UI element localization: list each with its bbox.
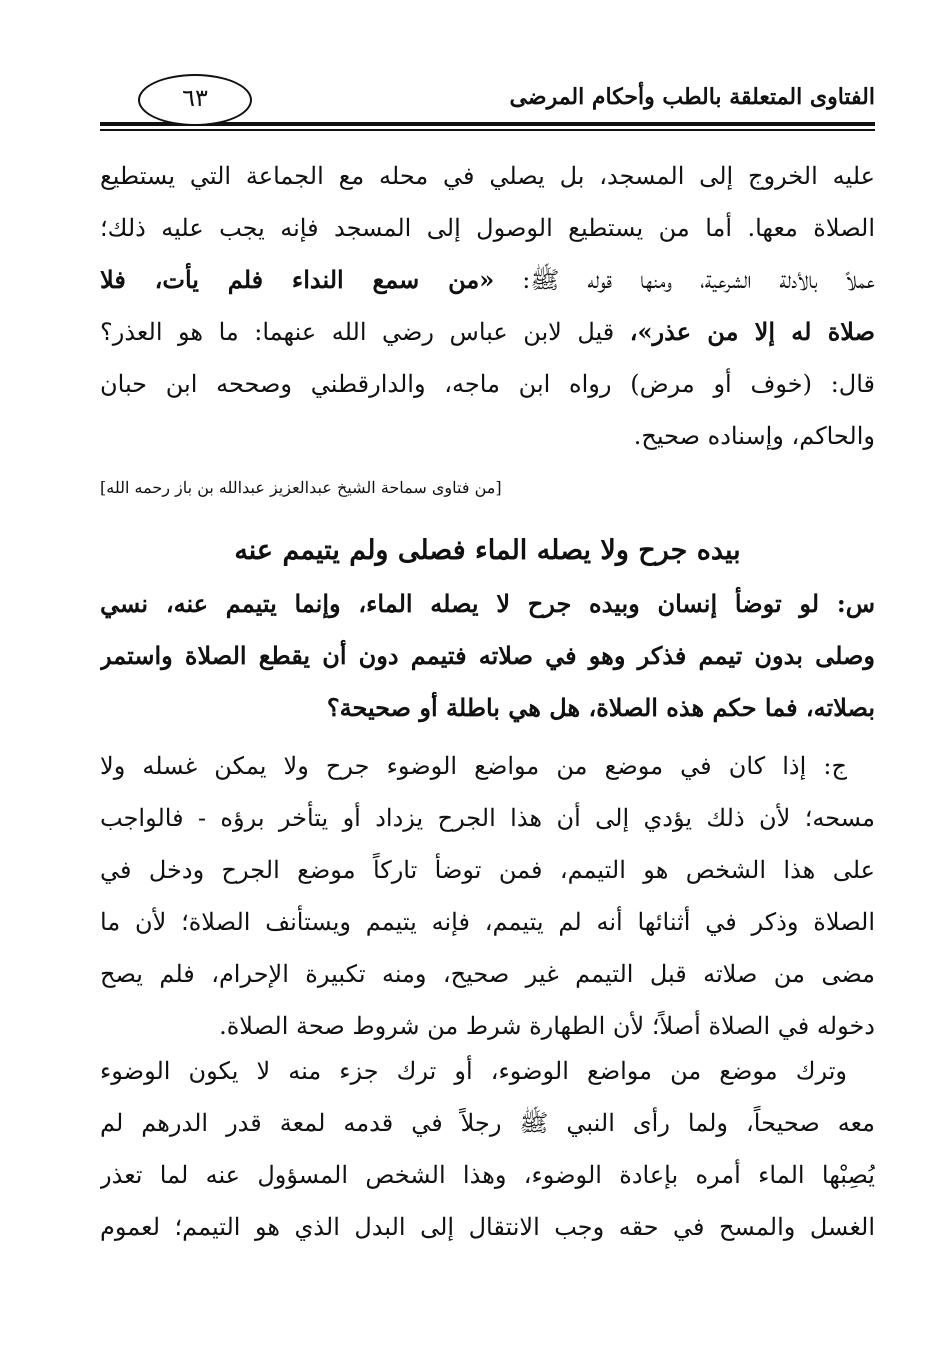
answer-line: مضى من صلاته قبل التيمم غير صحيح، ومنه تكبيرة الإحرام، فلم يصح <box>100 960 875 988</box>
text-line: الصلاة معها. أما من يستطيع الوصول إلى المسجد فإنه يجب عليه ذلك؛ <box>100 214 875 242</box>
page-number-oval <box>138 74 252 126</box>
page-header <box>100 68 875 126</box>
text-segment: قيل لابن عباس رضي الله عنهما: ما هو العذر؟ <box>100 318 615 346</box>
text-line <box>100 306 875 358</box>
text-line: قال: (خوف أو مرض) رواه ابن ماجه، والدارقطني وصححه ابن حبان <box>100 370 875 398</box>
text-line: وترك موضع من مواضع الوضوء، أو ترك جزء منه لا يكون الوضوء <box>100 1057 847 1085</box>
answer-line: مسحه؛ لأن ذلك يؤدي إلى أن هذا الجرح يزداد أو يتأخر برؤه - فالواجب <box>100 804 875 832</box>
text-line: معه صحيحاً، ولما رأى النبي ﷺ رجلاً في قدمه لمعة قدر الدرهم لم <box>100 1109 875 1137</box>
text-line <box>100 254 875 306</box>
page-number: ٦٣ <box>182 84 208 112</box>
question-line: س: لو توضأ إنسان وبيده جرح لا يصله الماء، وإنما يتيمم عنه، نسي <box>100 589 875 618</box>
question-paragraph <box>100 578 875 734</box>
answer-line: الصلاة وذكر في أثنائها أنه لم يتيمم، فإنه يتيمم ويستأنف الصلاة؛ لأن ما <box>100 908 875 936</box>
answer-line: على هذا الشخص هو التيمم، فمن توضأ تاركاً موضع الجرح ودخل في <box>100 856 875 884</box>
paragraph-continued <box>100 1045 875 1253</box>
header-rule-thin <box>100 129 875 131</box>
running-title: الفتاوى المتعلقة بالطب وأحكام المرضى <box>509 84 875 110</box>
hadith-quote: «من سمع النداء فلم يأت، فلا <box>100 265 495 294</box>
answer-line: ج: إذا كان في موضع من مواضع الوضوء جرح ولا يمكن غسله ولا <box>100 752 847 780</box>
question-line: بصلاته، فما حكم هذه الصلاة، هل هي باطلة أو صحيحة؟ <box>326 693 875 722</box>
paragraph-continuation <box>100 150 875 462</box>
question-line: وصلى بدون تيمم فذكر وهو في صلاته فتيمم دون أن يقطع الصلاة واستمر <box>100 641 875 670</box>
text-line: والحاكم، وإسناده صحيح. <box>633 422 875 450</box>
answer-paragraph <box>100 740 875 1052</box>
text-line: عليه الخروج إلى المسجد، بل يصلي في محله مع الجماعة التي يستطيع <box>100 162 875 190</box>
text-line: يُصِبْها الماء أمره بإعادة الوضوء، وهذا الشخص المسؤول عنه لما تعذر <box>100 1161 875 1189</box>
answer-line: دخوله في الصلاة أصلاً؛ لأن الطهارة شرط من شروط صحة الصلاة. <box>219 1012 875 1040</box>
hadith-quote-end: صلاة له إلا من عذر»، <box>629 317 875 346</box>
text-line: الغسل والمسح في حقه وجب الانتقال إلى البدل الذي هو التيمم؛ لعموم <box>100 1213 875 1241</box>
section-heading: بيده جرح ولا يصله الماء فصلى ولم يتيمم عنه <box>234 535 741 566</box>
text-segment: عملاً بالأدلة الشرعية، ومنها قوله ﷺ: <box>522 266 875 294</box>
fatwa-source: [من فتاوى سماحة الشيخ عبدالعزيز عبدالله بن باز رحمه الله] <box>100 478 502 497</box>
